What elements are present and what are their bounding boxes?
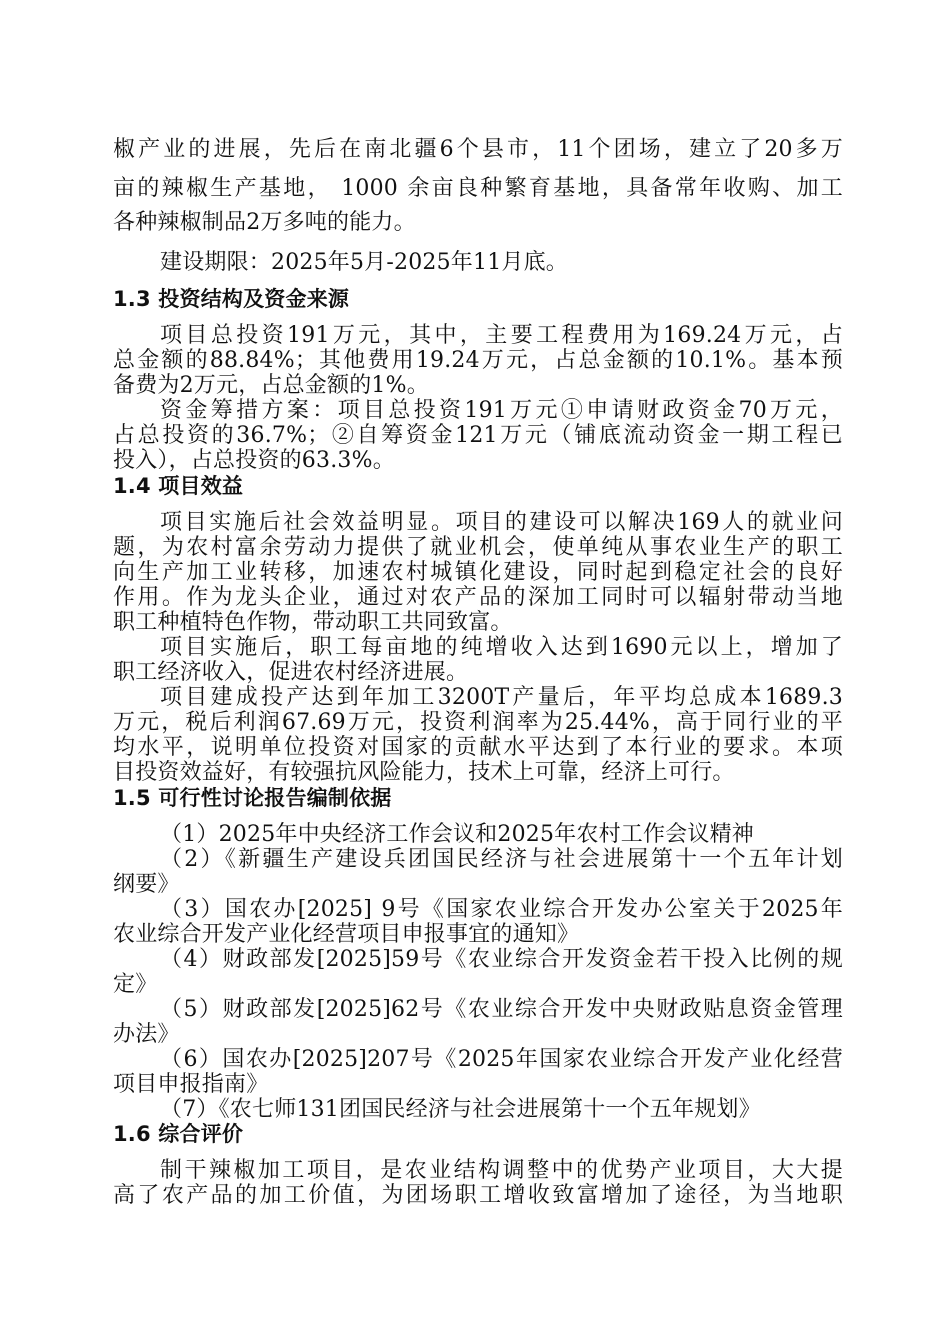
paragraph-line: 椒产业的进展，先后在南北疆6个县市，11个团场，建立了20多万 [113,137,843,162]
paragraph-line: 万元，税后利润67.69万元，投资利润率为25.44%，高于同行业的平 [113,710,843,735]
paragraph-line: 职工种植特色作物，带动职工共同致富。 [113,610,513,635]
reference-item-cont: 办法》 [113,1022,180,1047]
paragraph-line: 目投资效益好，有较强抗风险能力，技术上可靠，经济上可行。 [113,760,735,785]
reference-item-cont: 纲要》 [113,872,180,897]
reference-item: （1）2025年中央经济工作会议和2025年农村工作会议精神 [160,822,754,847]
section-heading: 1.3 投资结构及资金来源 [113,287,350,311]
paragraph-line: 制干辣椒加工项目，是农业结构调整中的优势产业项目，大大提 [160,1158,843,1183]
paragraph-line: 项目实施后社会效益明显。项目的建设可以解决169人的就业问 [160,510,843,535]
paragraph-line: 各种辣椒制品2万多吨的能力。 [113,210,416,235]
section-heading: 1.4 项目效益 [113,474,244,498]
reference-item: （4）财政部发[2025]59号《农业综合开发资金若干投入比例的规 [160,947,843,972]
paragraph-line: 总金额的88.84%；其他费用19.24万元，占总金额的10.1%。基本预 [113,348,843,373]
paragraph-line: 高了农产品的加工价值，为团场职工增收致富增加了途径，为当地职 [113,1183,843,1208]
reference-item-cont: 农业综合开发产业化经营项目申报事宜的通知》 [113,922,580,947]
reference-item: （6）国农办[2025]207号《2025年国家农业综合开发产业化经营 [160,1047,843,1072]
reference-item: （5）财政部发[2025]62号《农业综合开发中央财政贴息资金管理 [160,997,843,1022]
section-heading: 1.5 可行性讨论报告编制依据 [113,786,392,810]
paragraph-line: 资金筹措方案：项目总投资191万元①申请财政资金70万元， [160,398,843,423]
paragraph-line: 占总投资的36.7%；②自筹资金121万元（铺底流动资金一期工程已 [113,423,843,448]
paragraph-line: 项目建成投产达到年加工3200T产量后，年平均总成本1689.3 [160,685,843,710]
paragraph-line: 备费为2万元，占总金额的1%。 [113,373,429,398]
paragraph-line: 均水平，说明单位投资对国家的贡献水平达到了本行业的要求。本项 [113,735,843,760]
paragraph-line: 建设期限：2025年5月-2025年11月底。 [160,250,569,275]
paragraph-line: 作用。作为龙头企业，通过对农产品的深加工同时可以辐射带动当地 [113,585,843,610]
reference-item: （7）《农七师131团国民经济与社会进展第十一个五年规划》 [160,1097,761,1122]
paragraph-line: 职工经济收入，促进农村经济进展。 [113,660,469,685]
reference-item: （3）国农办[2025] 9号《国家农业综合开发办公室关于2025年 [160,897,843,922]
section-heading: 1.6 综合评价 [113,1122,244,1146]
paragraph-line: 项目实施后，职工每亩地的纯增收入达到1690元以上，增加了 [160,635,843,660]
reference-item-cont: 项目申报指南》 [113,1072,269,1097]
paragraph-line: 投入），占总投资的63.3%。 [113,448,395,473]
paragraph-line: 项目总投资191万元，其中，主要工程费用为169.24万元，占 [160,323,843,348]
reference-item-cont: 定》 [113,972,158,997]
paragraph-line: 题，为农村富余劳动力提供了就业机会，使单纯从事农业生产的职工 [113,535,843,560]
reference-item: （2）《新疆生产建设兵团国民经济与社会进展第十一个五年计划 [160,847,843,872]
paragraph-line: 向生产加工业转移，加速农村城镇化建设，同时起到稳定社会的良好 [113,560,843,585]
paragraph-line: 亩的辣椒生产基地， 1000 余亩良种繁育基地，具备常年收购、加工 [113,176,843,201]
